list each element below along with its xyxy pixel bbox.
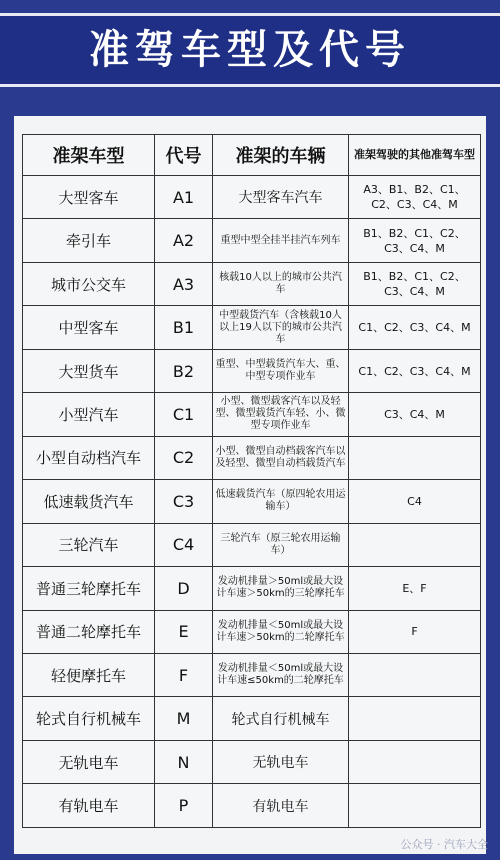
table-row: [23, 523, 481, 566]
vehicle-cell: 无轨电车: [213, 740, 349, 783]
other-types-cell: C4: [349, 480, 481, 523]
table-header-row: [23, 135, 481, 176]
vehicle-cell: 小型、微型载客汽车以及轻型、微型载货汽车轻、小、微型专项作业车: [213, 393, 349, 436]
license-type-cell: 牵引车: [23, 219, 155, 262]
other-types-cell: C1、C2、C3、C4、M: [349, 306, 481, 349]
license-code-cell: A1: [155, 176, 213, 219]
table-row: [23, 349, 481, 392]
license-type-cell: 轮式自行机械车: [23, 697, 155, 740]
license-type-cell: 小型汽车: [23, 393, 155, 436]
vehicle-cell: 低速载货汽车（原四轮农用运输车）: [213, 480, 349, 523]
table-row: [23, 740, 481, 783]
table-row: [23, 306, 481, 349]
header-type: 准架车型: [23, 135, 155, 176]
other-types-cell: A3、B1、B2、C1、C2、C3、C4、M: [349, 176, 481, 219]
table-row: [23, 653, 481, 696]
license-type-cell: 中型客车: [23, 306, 155, 349]
table-row: [23, 610, 481, 653]
other-types-cell: B1、B2、C1、C2、C3、C4、M: [349, 219, 481, 262]
vehicle-cell: 轮式自行机械车: [213, 697, 349, 740]
table-row: [23, 697, 481, 740]
other-types-cell: [349, 784, 481, 828]
vehicle-cell: 发动机排量＞50ml或最大设计车速＞50km的三轮摩托车: [213, 567, 349, 610]
license-code-cell: E: [155, 610, 213, 653]
license-type-cell: 无轨电车: [23, 740, 155, 783]
license-type-cell: 普通二轮摩托车: [23, 610, 155, 653]
other-types-cell: F: [349, 610, 481, 653]
vehicle-cell: 小型、微型自动档载客汽车以及轻型、微型自动档载货汽车: [213, 436, 349, 479]
header-code: 代号: [155, 135, 213, 176]
table-row: [23, 219, 481, 262]
license-code-cell: P: [155, 784, 213, 828]
license-code-cell: B1: [155, 306, 213, 349]
license-type-cell: 轻便摩托车: [23, 653, 155, 696]
other-types-cell: [349, 697, 481, 740]
license-type-cell: 有轨电车: [23, 784, 155, 828]
other-types-cell: [349, 740, 481, 783]
vehicle-cell: 有轨电车: [213, 784, 349, 828]
license-type-cell: 小型自动档汽车: [23, 436, 155, 479]
table-body: [23, 176, 481, 828]
vehicle-cell: 重型、中型载货汽车大、重、中型专项作业车: [213, 349, 349, 392]
other-types-cell: [349, 523, 481, 566]
license-code-cell: N: [155, 740, 213, 783]
header-vehicle: 准架的车辆: [213, 135, 349, 176]
other-types-cell: E、F: [349, 567, 481, 610]
license-code-cell: C2: [155, 436, 213, 479]
table-row: [23, 393, 481, 436]
other-types-cell: B1、B2、C1、C2、C3、C4、M: [349, 262, 481, 305]
other-types-cell: [349, 653, 481, 696]
other-types-cell: [349, 436, 481, 479]
vehicle-cell: 核载10人以上的城市公共汽车: [213, 262, 349, 305]
table-row: [23, 176, 481, 219]
vehicle-cell: 重型中型全挂半挂汽车列车: [213, 219, 349, 262]
license-code-cell: C4: [155, 523, 213, 566]
header-band: [0, 13, 500, 87]
license-type-cell: 大型客车: [23, 176, 155, 219]
license-code-cell: C3: [155, 480, 213, 523]
vehicle-cell: 发动机排量＜50ml或最大设计车速＞50km的二轮摩托车: [213, 610, 349, 653]
license-code-cell: M: [155, 697, 213, 740]
license-code-cell: C1: [155, 393, 213, 436]
watermark: 公众号 · 汽车大全: [400, 838, 488, 851]
table-row: [23, 567, 481, 610]
vehicle-cell: 大型客车汽车: [213, 176, 349, 219]
license-code-cell: F: [155, 653, 213, 696]
table-row: [23, 436, 481, 479]
header-other: 准架驾驶的其他准驾车型: [349, 135, 481, 176]
license-type-cell: 低速载货汽车: [23, 480, 155, 523]
other-types-cell: C1、C2、C3、C4、M: [349, 349, 481, 392]
page-title: 准驾车型及代号: [89, 27, 411, 73]
vehicle-cell: 发动机排量＜50ml或最大设计车速≤50km的二轮摩托车: [213, 653, 349, 696]
license-type-cell: 城市公交车: [23, 262, 155, 305]
table-row: [23, 480, 481, 523]
vehicle-cell: 中型载货汽车（含核载10人以上19人以下的城市公共汽车: [213, 306, 349, 349]
table-row: [23, 262, 481, 305]
header: [0, 0, 500, 100]
license-type-cell: 大型货车: [23, 349, 155, 392]
table-row: [23, 784, 481, 828]
license-code-cell: B2: [155, 349, 213, 392]
license-type-cell: 三轮汽车: [23, 523, 155, 566]
other-types-cell: C3、C4、M: [349, 393, 481, 436]
license-type-cell: 普通三轮摩托车: [23, 567, 155, 610]
vehicle-cell: 三轮汽车（原三轮农用运输车）: [213, 523, 349, 566]
license-code-cell: A2: [155, 219, 213, 262]
license-code-cell: D: [155, 567, 213, 610]
license-table: [22, 134, 481, 828]
license-code-cell: A3: [155, 262, 213, 305]
